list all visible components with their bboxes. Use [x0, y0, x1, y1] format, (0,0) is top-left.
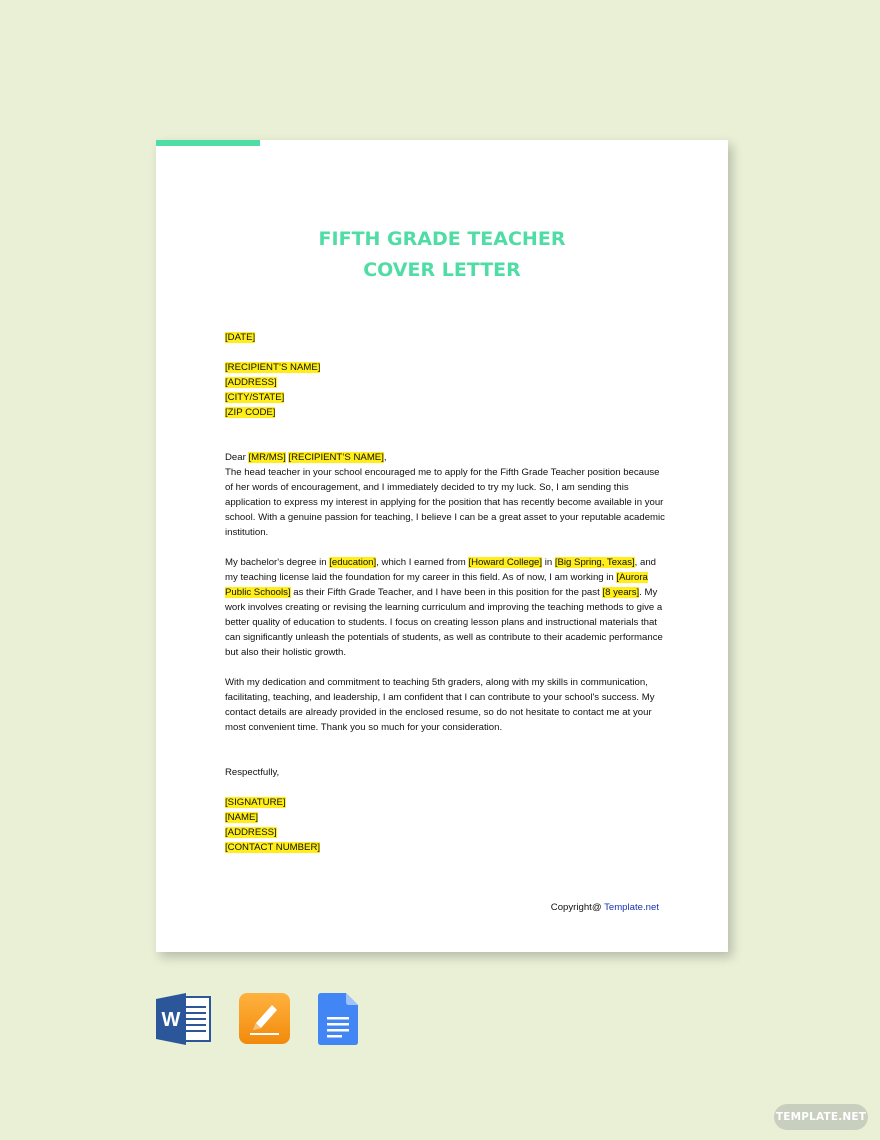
city-state-line: [225, 390, 665, 405]
title-line-1: FIFTH GRADE TEACHER: [318, 228, 566, 250]
document-title: [156, 224, 728, 286]
contact-number-line: [225, 840, 665, 855]
copyright-label: Copyright@: [550, 902, 605, 913]
paragraph-1: The head teacher in your school encouraged me to apply for the Fifth Grade Teacher position because of her words of encouragement, and I immediately decided to try my luck. So, I am sending this application to express my interest in applying for the position that has recently become available in your school. With a genuine passion for teaching, I believe I can be a great asset to your reputable academic institution.: [225, 467, 665, 538]
p2-text-2: , which I earned from: [376, 557, 469, 568]
signature-line: [225, 795, 665, 810]
address-placeholder: [ADDRESS]: [225, 377, 277, 388]
word-letter: W: [161, 1009, 181, 1031]
salutation: [225, 450, 665, 465]
recipient-name-placeholder: [RECIPIENT’S NAME]: [225, 362, 321, 373]
date-placeholder: [DATE]: [225, 332, 256, 343]
p2-text-5: as their Fifth Grade Teacher, and I have been in this position for the past: [290, 587, 603, 598]
paragraph-3: With my dedication and commitment to teaching 5th graders, along with my skills in communication, facilitating, teaching, and leadership, I am confident that I can contribute to your school's success. My contact details are already provided in the enclosed resume, so do not hesitate to contact me at your most convenient time. Thank you so much for your consideration.: [225, 677, 655, 733]
pages-icon[interactable]: [239, 993, 290, 1049]
salutation-suffix: ,: [383, 452, 387, 463]
education-placeholder: [education]: [329, 557, 377, 568]
accent-bar: [156, 140, 260, 146]
copyright: [551, 902, 659, 913]
closing: Respectfully,: [225, 767, 280, 778]
p2-text-4: , and my teaching license laid the foundation for my career in this field. As of now, I am working in: [225, 557, 657, 583]
years-placeholder: [8 years]: [602, 587, 640, 598]
title-line-2: COVER LETTER: [363, 259, 521, 281]
p2-text-6: . My work involves creating or revising the learning curriculum and improving the teaching methods to give a better quality of education to students. I focus on creating lesson plans and instructional materials that can significantly unleash the potentials of students, as well as contribute to their academic performance but also their holistic growth.: [225, 587, 663, 658]
salutation-name-placeholder: [RECIPIENT’S NAME]: [288, 452, 384, 463]
name-line: [225, 810, 665, 825]
p2-text-1: My bachelor's degree in: [225, 557, 330, 568]
recipient-name-line: [225, 360, 665, 375]
sender-address-line: [225, 825, 665, 840]
date-line: [225, 330, 665, 345]
location-placeholder: [Big Spring, Texas]: [554, 557, 635, 568]
salutation-title-placeholder: [MR/MS]: [248, 452, 286, 463]
paragraph-2: [225, 555, 665, 660]
college-placeholder: [Howard College]: [468, 557, 543, 568]
signature-placeholder: [SIGNATURE]: [225, 797, 286, 808]
contact-number-placeholder: [CONTACT NUMBER]: [225, 842, 321, 853]
zip-code-placeholder: [ZIP CODE]: [225, 407, 276, 418]
word-icon[interactable]: [156, 993, 212, 1050]
letter-body: [225, 330, 665, 855]
copyright-link[interactable]: Template.net: [604, 902, 659, 913]
sender-address-placeholder: [ADDRESS]: [225, 827, 277, 838]
document-page: [156, 140, 728, 952]
name-placeholder: [NAME]: [225, 812, 259, 823]
school-placeholder: [Aurora Public Schools]: [225, 572, 648, 598]
google-docs-icon[interactable]: [318, 993, 358, 1050]
salutation-prefix: Dear: [225, 452, 249, 463]
city-state-placeholder: [CITY/STATE]: [225, 392, 285, 403]
address-line: [225, 375, 665, 390]
zip-code-line: [225, 405, 665, 420]
p2-text-3: in: [542, 557, 555, 568]
template-net-badge[interactable]: TEMPLATE.NET: [774, 1104, 868, 1130]
